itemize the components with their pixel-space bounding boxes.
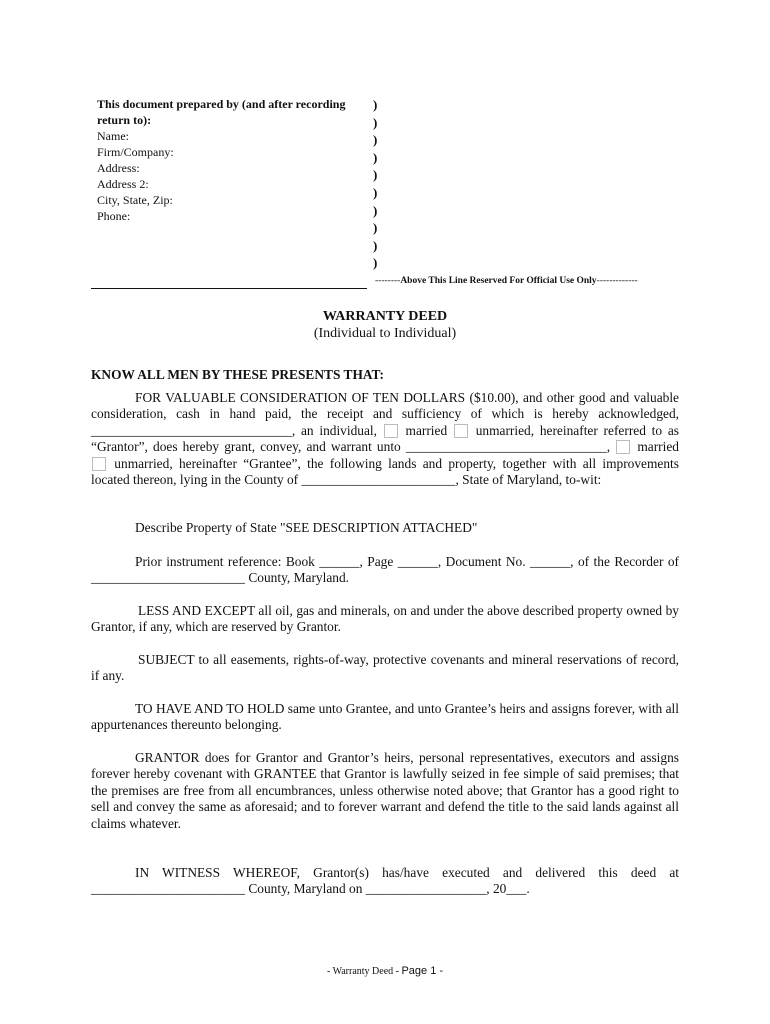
prepared-by-heading: This document prepared by (and after recording return to): xyxy=(97,97,346,127)
prepared-by-block xyxy=(97,96,367,224)
field-phone: Phone: xyxy=(97,209,131,223)
official-use-line: --------Above This Line Reserved For Official Use Only------------- xyxy=(375,276,638,286)
field-name: Name: xyxy=(97,129,129,143)
paren-column: ) ) ) ) ) ) ) ) ) ) xyxy=(373,97,378,271)
prior-instrument-paragraph: Prior instrument reference: Book ______, Page ______, Document No. ______, of the Recorder of _______________________ County, Maryland. xyxy=(91,554,679,586)
grantor-unmarried-checkbox[interactable] xyxy=(454,424,468,438)
grantee-married-checkbox[interactable] xyxy=(616,440,630,454)
grantor-married-checkbox[interactable] xyxy=(384,424,398,438)
deed-title: WARRANTY DEED xyxy=(322,309,448,324)
field-city-state-zip: City, State, Zip: xyxy=(97,193,173,207)
habendum-paragraph: TO HAVE AND TO HOLD same unto Grantee, and unto Grantee’s heirs and assigns forever, with all appurtenances thereunto belonging. xyxy=(91,701,679,733)
page-footer xyxy=(0,965,770,977)
field-address-2: Address 2: xyxy=(97,177,149,191)
grantee-unmarried-checkbox[interactable] xyxy=(92,457,106,471)
footer-label: - Warranty Deed - xyxy=(326,966,399,977)
consideration-paragraph: FOR VALUABLE CONSIDERATION OF TEN DOLLARS ($10.00), and other good and valuable consideration, cash in hand paid, the receipt and sufficiency of which is hereby acknowledged, ______________________________, an individual, married unmarried, hereinafter referred to as “Grantor”, does hereby grant, convey, and warrant unto ______________________________, married unmarried, hereinafter “Grantee”, the following lands and property, together with all improvements located thereon, lying in the County of _______________________, State of Maryland, to-wit: xyxy=(91,390,679,488)
grantor-name-blank[interactable]: ______________________________ xyxy=(91,422,292,438)
describe-property: Describe Property of State "SEE DESCRIPTION ATTACHED" xyxy=(135,520,478,535)
official-use-text: Above This Line Reserved For Official Use Only xyxy=(400,276,597,286)
subject-paragraph: SUBJECT to all easements, rights-of-way, protective covenants and mineral reservations of record, if any. xyxy=(91,652,679,684)
covenant-paragraph: GRANTOR does for Grantor and Grantor’s heirs, personal representatives, executors and assigns forever hereby covenant with GRANTEE that Grantor is lawfully seized in fee simple of said premises; that the premises are free from all encumbrances, unless otherwise noted above; that Grantor has a good right to sell and convey the same as aforesaid; and to forever warrant and defend the title to the said lands against all claims whatever. xyxy=(91,750,679,831)
field-address: Address: xyxy=(97,161,140,175)
grantee-name-blank[interactable]: ______________________________ xyxy=(405,439,607,455)
know-all-heading: KNOW ALL MEN BY THESE PRESENTS THAT: xyxy=(91,367,384,382)
field-firm-company: Firm/Company: xyxy=(97,145,174,159)
witness-paragraph: IN WITNESS WHEREOF, Grantor(s) has/have executed and delivered this deed at _______________________ County, Maryland on __________________, 20___. xyxy=(91,865,679,897)
deed-subtitle: (Individual to Individual) xyxy=(313,326,457,341)
page-number: Page 1 - xyxy=(401,965,444,977)
less-except-paragraph: LESS AND EXCEPT all oil, gas and minerals, on and under the above described property owned by Grantor, if any, which are reserved by Grantor. xyxy=(91,603,679,635)
signature-rule xyxy=(91,288,367,289)
